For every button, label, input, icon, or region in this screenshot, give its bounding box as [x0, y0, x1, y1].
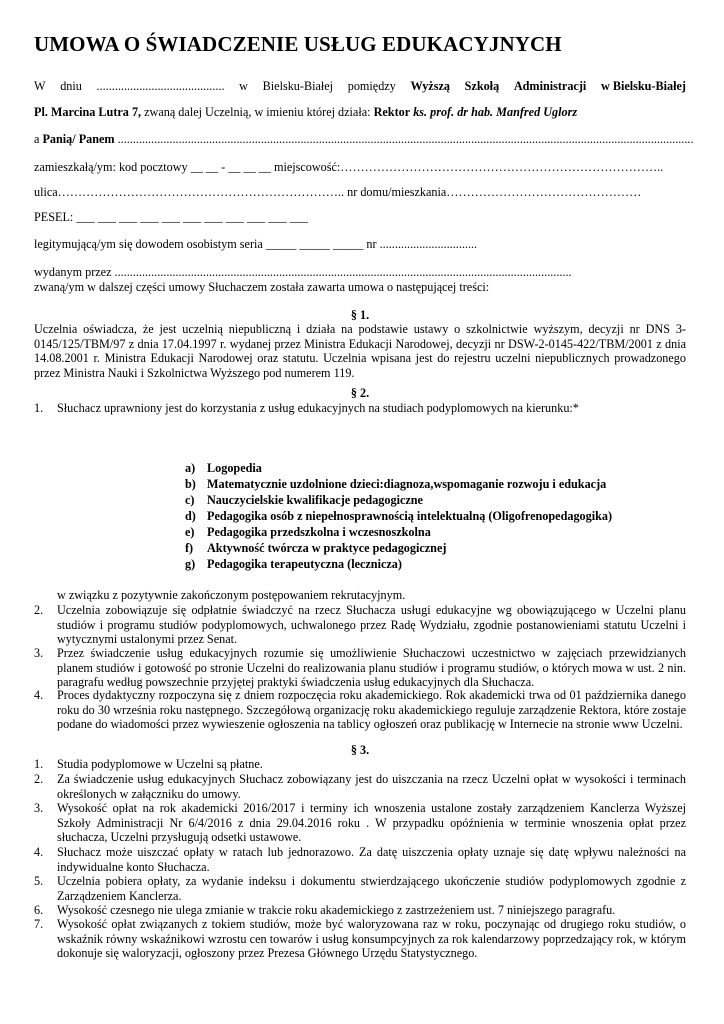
header-line-1	[34, 79, 686, 94]
rector-name: ks. prof. dr hab. Manfred Uglorz	[410, 105, 578, 119]
section-3-item: 5. Uczelnia pobiera opłaty, za wydanie indeksu i dokumentu stwierdzającego ukończenie studiów podyplomowych zgodnie z Zarządzeniem Kanclerza.	[34, 874, 686, 903]
section-2-item: 3. Przez świadczenie usług edukacyjnych rozumie się umożliwienie Słuchaczowi uczestnictwo w zajęciach przewidzianych planem studiów i gotowość po stronie Uczelni do realizowania planu studiów i programu studiów, o których mowa w ust. 2 nin. paragrafu według powszechnie przyjętej praktyki świadczenia usług edukacyjnych dla Słuchacza.	[34, 646, 686, 690]
section-2-heading: § 2.	[350, 386, 370, 400]
section-3-item: 2. Za świadczenie usług edukacyjnych Słuchacz zobowiązany jest do uiszczania na rzecz Uczelni opłat w wysokości i terminach określonych w załączniku do umowy.	[34, 772, 686, 801]
header-word: w Bielsku-Białej	[600, 79, 686, 93]
section-3-heading: § 3.	[350, 743, 370, 757]
recruitment-note: w związku z pozytywnie zakończonym postępowaniem rekrutacyjnym.	[57, 588, 406, 602]
course-option: f) Aktywność twórcza w praktyce pedagogicznej	[185, 541, 447, 555]
issued-by-line: wydanym przez ......................................................................................................................................................	[34, 265, 572, 279]
header-word: w	[239, 79, 248, 93]
course-option: e) Pedagogika przedszkolna i wczesnoszkolna	[185, 525, 431, 539]
section-2-item: 4. Proces dydaktyczny rozpoczyna się z dniem rozpoczęcia roku akademickiego. Rok akademicki trwa od 01 października danego roku do 30 września roku następnego. Szczegółową organizację roku akademickiego reguluje zarządzenie Rektora, które zostaje podane do wiadomości przez wywieszenie ogłoszenia na tablicy ogłoszeń oraz publikację w Internecie na stronie www Uczelni.	[34, 688, 686, 732]
contract-intro: zwaną/ym w dalszej części umowy Słuchaczem została zawarta umowa o następującej treści:	[34, 280, 490, 294]
section-2-item: 2. Uczelnia zobowiązuje się odpłatnie świadczyć na rzecz Słuchacza usługi edukacyjne wg obowiązującego w Uczelni planu studiów i programu studiów podyplomowych, uchwalonego przez Radę Wydziału, zgodnie postanowieniami statutu Uczelni i wytycznymi ustalonymi przez Senat.	[34, 603, 686, 647]
course-option: g) Pedagogika terapeutyczna (lecznicza)	[185, 557, 402, 571]
header-word: W	[34, 79, 46, 93]
university-address: Pl. Marcina Lutra 7,	[34, 105, 142, 119]
header-word: Administracji	[513, 79, 587, 93]
section-3-item: 3. Wysokość opłat na rok akademicki 2016/2017 i terminy ich wnoszenia ustalone zostały zarządzeniem Kanclerza Wyższej Szkoły Administracji Nr 6/4/2016 z dnia 29.04.2016 roku . W przypadku opóźnienia w terminie wnoszenia opłat przez słuchacza, Uczelni przysługują odsetki ustawowe.	[34, 801, 686, 845]
section-1-text: Uczelnia oświadcza, że jest uczelnią niepubliczną i działa na podstawie ustawy o szkolnictwie wyższym, decyzji nr DNS 3- 0145/125/TBM/97 z dnia 17.04.1997 r. wydanej przez Ministra Edukacji Narodowej, decyzji nr DSW-2-0145-422/TBM/2001 z dnia 14.08.2001 r. Ministra Edukacji Narodowej oraz statutu. Uczelnia wpisana jest do rejestru uczelni niepublicznych prowadzonego przez Ministra Nauki i Szkolnictwa Wyższego pod numerem 119.	[34, 322, 686, 380]
id-card-line: legitymującą/ym się dowodem osobistym seria _____ _____ _____ nr ................................	[34, 237, 478, 251]
document-title: UMOWA O ŚWIADCZENIE USŁUG EDUKACYJNYCH	[34, 32, 562, 56]
header-word: Szkołą	[464, 79, 500, 93]
address-line: zamieszkałą/ym: kod pocztowy __ __ - __ __ __ miejscowość:……………………………………………………………………..	[34, 160, 664, 174]
party-name-field: .............................................................................................................................................................................................	[114, 132, 694, 146]
course-option: d) Pedagogika osób z niepełnosprawnością intelektualną (Oligofrenopedagogika)	[185, 509, 613, 523]
course-option: b) Matematycznie uzdolnione dzieci:diagnoza,wspomaganie rozwoju i edukacja	[185, 477, 607, 491]
pesel-line: PESEL: ___ ___ ___ ___ ___ ___ ___ ___ ___ ___ ___	[34, 210, 308, 224]
header-word: dniu	[60, 79, 82, 93]
section-3-item: 6. Wysokość czesnego nie ulega zmianie w trakcie roku akademickiego z zastrzeżeniem ust. 7 niniejszego paragrafu.	[34, 903, 616, 917]
rector-label: Rektor	[373, 105, 411, 119]
course-option: a) Logopedia	[185, 461, 262, 475]
party-line: a Panią/ Panem .............................................................................................................................................................................................	[34, 132, 694, 146]
section-3-item: 4. Słuchacz może uiszczać opłaty w ratach lub jednorazowo. Za datę uiszczenia opłaty uznaje się datę wpływu należności na indywidualne konto Słuchacza.	[34, 845, 686, 874]
date-placeholder: ..........................................	[96, 79, 225, 93]
header-word: Wyższą	[410, 79, 450, 93]
section-1-heading: § 1.	[350, 308, 370, 322]
section-3-item: 1. Studia podyplomowe w Uczelni są płatne.	[34, 757, 263, 771]
course-option: c) Nauczycielskie kwalifikacje pedagogiczne	[185, 493, 423, 507]
section-3-item: 7. Wysokość opłat związanych z tokiem studiów, może być waloryzowana raz w roku, poczynając od drugiego roku studiów, o wskaźnik równy wskaźnikowi wzrostu cen towarów i usług konsumpcyjnych za rok kalendarzowy poprzedzający rok, w którym dokonuje się waloryzacji, ogłoszony przez Prezesa Głównego Urzędu Statystycznego.	[34, 917, 686, 961]
party-label: Panią/ Panem	[42, 132, 115, 146]
street-line: ulica…………………………………………………………….. nr domu/mieszkania…………………………………………	[34, 185, 642, 199]
header-line-2	[34, 105, 577, 120]
header-word: Bielsku-Białej	[262, 79, 334, 93]
header-text: zwaną dalej Uczelnią, w imieniu której działa:	[141, 105, 374, 119]
section-2-item: 1. Słuchacz uprawniony jest do korzystania z usług edukacyjnych na studiach podyplomowych na kierunku:*	[34, 401, 579, 415]
header-word: pomiędzy	[347, 79, 396, 93]
